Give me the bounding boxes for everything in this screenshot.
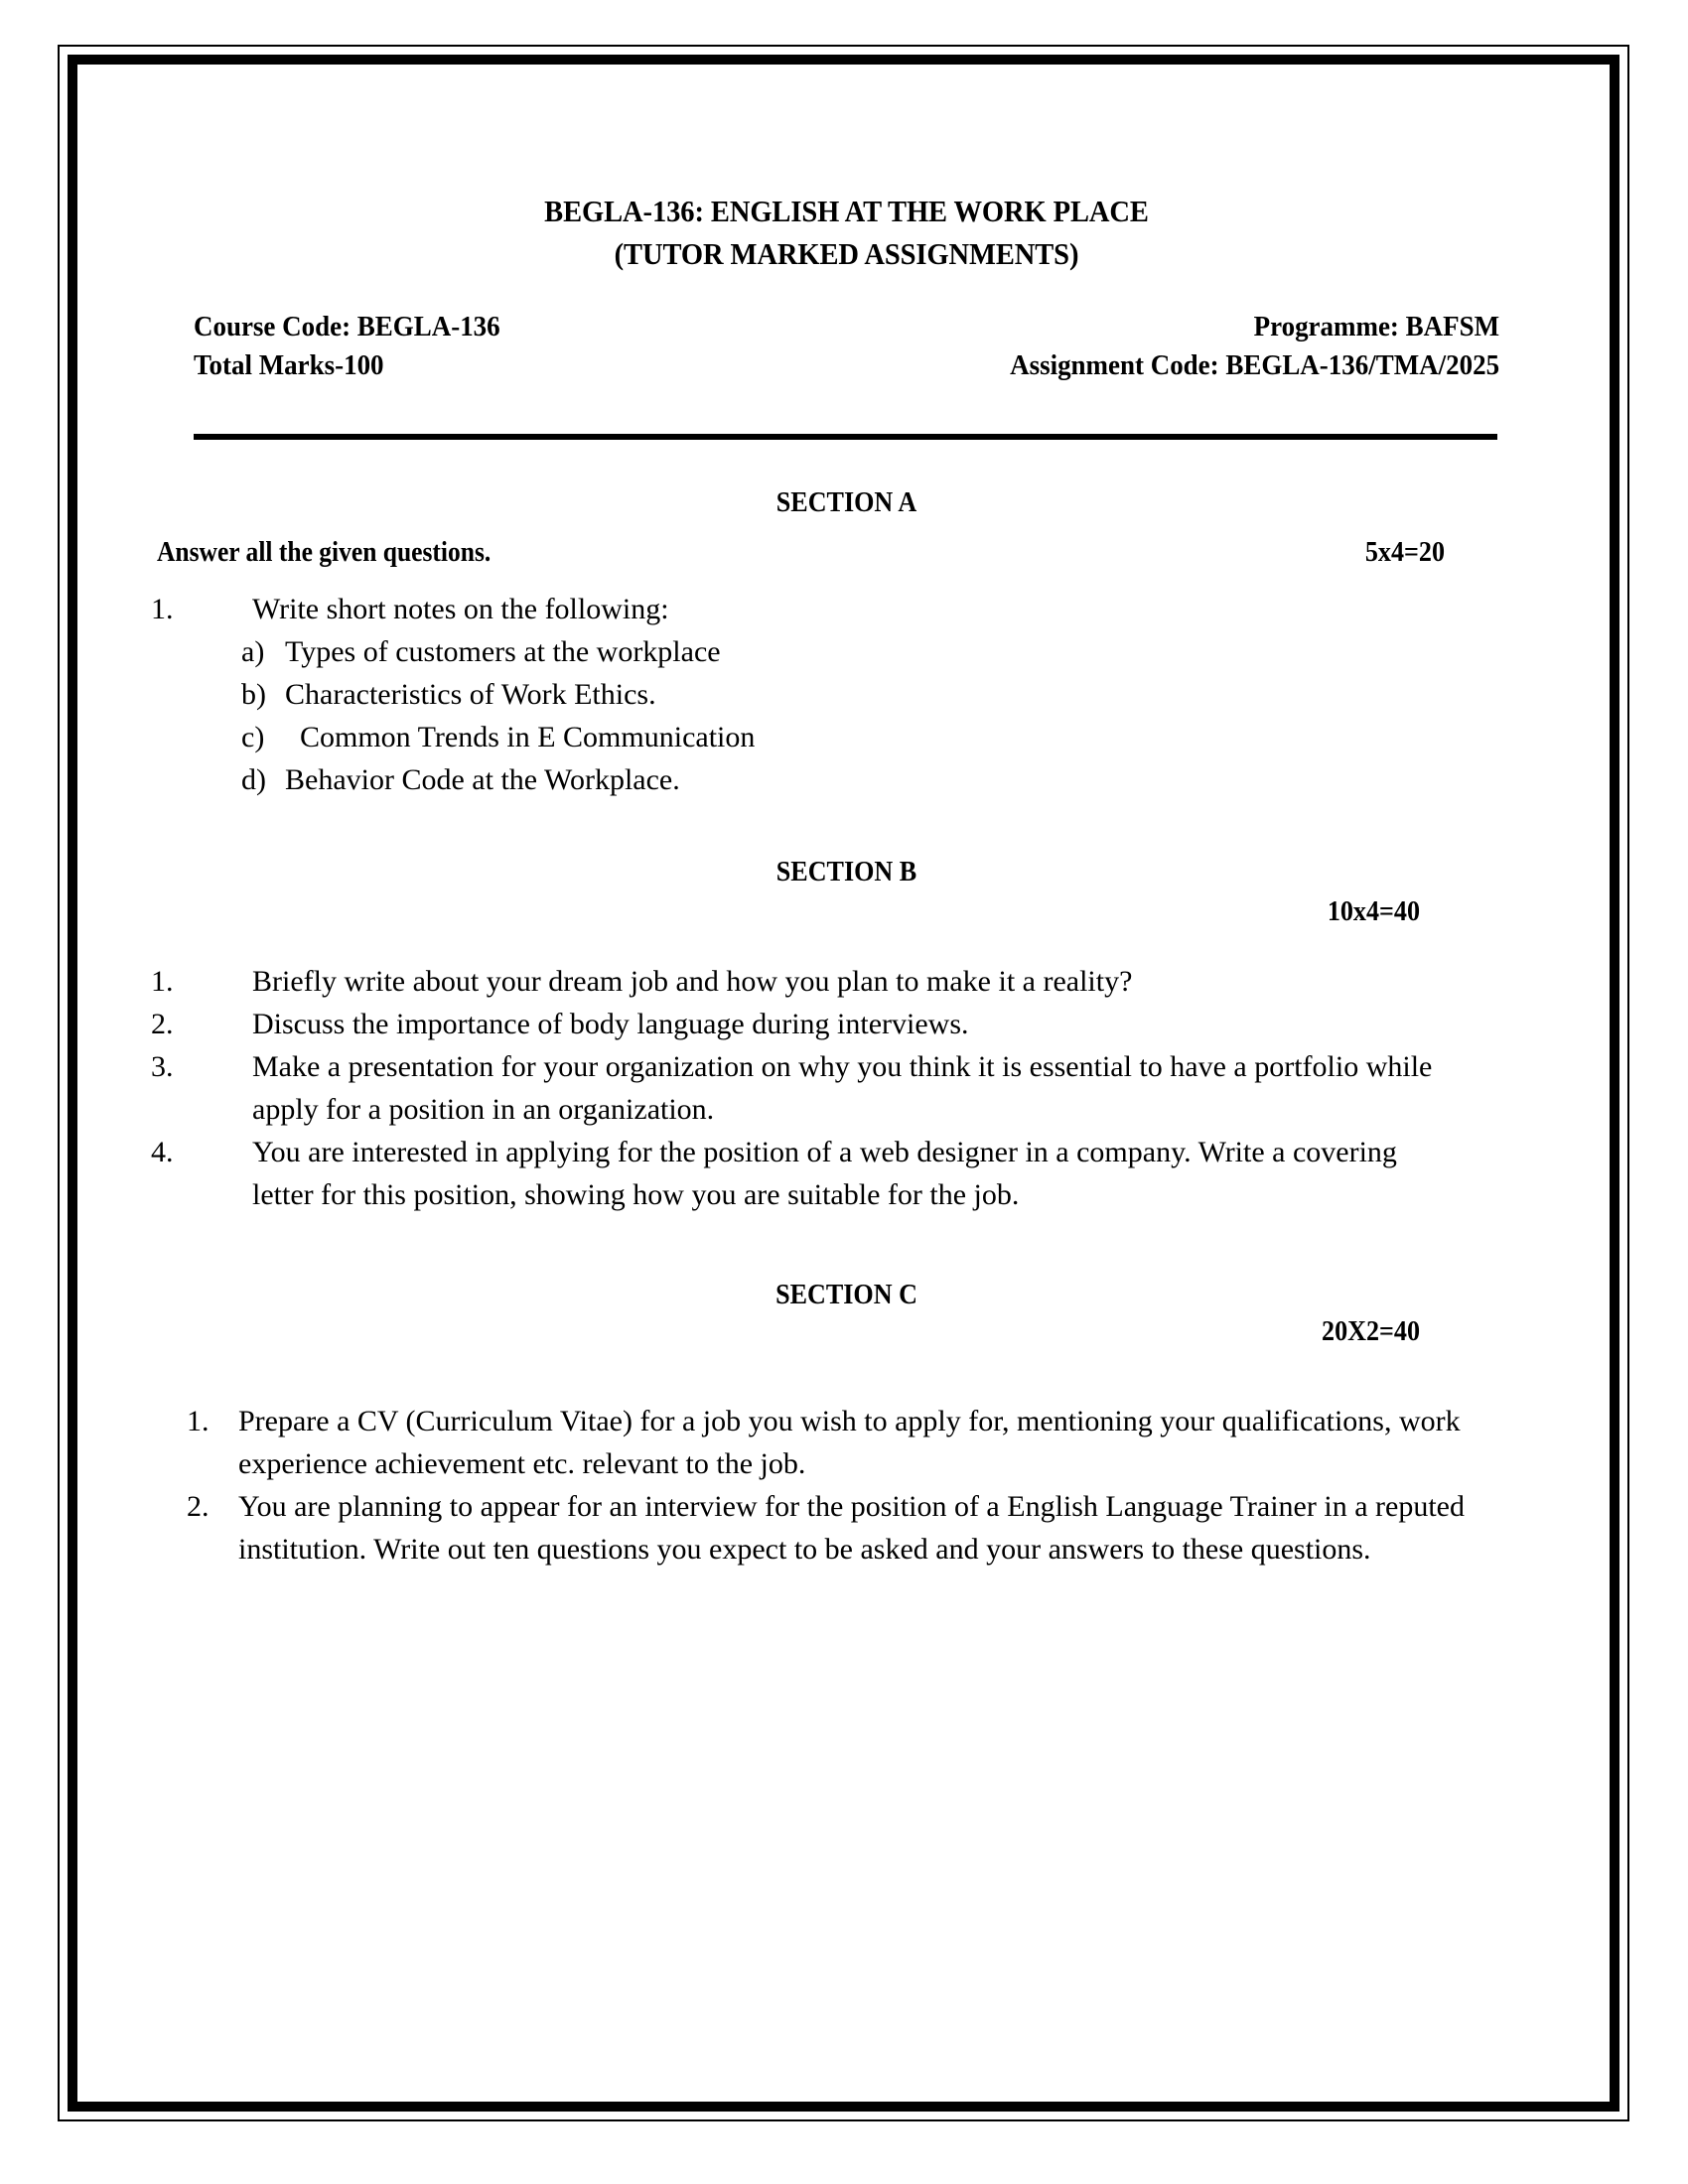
sub-question-label: c) bbox=[241, 721, 265, 753]
question-row bbox=[151, 1045, 1452, 1131]
header-divider-rule bbox=[194, 434, 1497, 440]
question-number: 2. bbox=[187, 1490, 210, 1523]
section-b-marks: 10x4=40 bbox=[1327, 895, 1420, 927]
question-number: 1. bbox=[151, 593, 174, 625]
total-marks-label: Total Marks-100 bbox=[194, 349, 384, 381]
meta-row-marks-assignment bbox=[194, 349, 1499, 382]
section-c-question-list bbox=[187, 1400, 1468, 1570]
sub-question-row bbox=[241, 673, 1433, 716]
section-c-heading: SECTION C bbox=[775, 1279, 917, 1310]
section-a-question-list bbox=[151, 588, 1442, 630]
question-row bbox=[151, 1131, 1452, 1216]
document-title-line-2: (TUTOR MARKED ASSIGNMENTS) bbox=[614, 236, 1079, 271]
question-row bbox=[151, 1003, 1452, 1045]
section-b-heading: SECTION B bbox=[775, 856, 917, 887]
section-b-question-list bbox=[151, 960, 1452, 1216]
programme-label: Programme: BAFSM bbox=[1253, 311, 1499, 342]
course-code-label: Course Code: BEGLA-136 bbox=[194, 311, 500, 342]
sub-question-text: Characteristics of Work Ethics. bbox=[285, 678, 656, 711]
sub-question-label: a) bbox=[241, 635, 265, 668]
question-text: Prepare a CV (Curriculum Vitae) for a job you wish to apply for, mentioning your qualifications, work experience achievement etc. relevant to the job. bbox=[238, 1405, 1461, 1480]
document-title-line-1: BEGLA-136: ENGLISH AT THE WORK PLACE bbox=[544, 194, 1149, 228]
sub-question-row bbox=[241, 630, 1433, 673]
sub-question-label: d) bbox=[241, 763, 266, 796]
question-row bbox=[187, 1400, 1468, 1485]
section-a-sub-question-list bbox=[241, 630, 1433, 801]
section-c-marks: 20X2=40 bbox=[1322, 1315, 1420, 1347]
question-number: 2. bbox=[151, 1008, 174, 1040]
section-a-marks: 5x4=20 bbox=[1364, 536, 1445, 568]
question-text: Write short notes on the following: bbox=[252, 593, 669, 625]
sub-question-row bbox=[241, 716, 1433, 758]
sub-question-row bbox=[241, 758, 1433, 801]
question-text: Discuss the importance of body language during interviews. bbox=[252, 1008, 969, 1040]
question-number: 4. bbox=[151, 1136, 174, 1168]
sub-question-label: b) bbox=[241, 678, 266, 711]
question-text: You are interested in applying for the position of a web designer in a company. Write a covering letter for this position, showing how you are suitable for the job. bbox=[252, 1136, 1397, 1211]
question-number: 1. bbox=[151, 965, 174, 998]
meta-row-course-programme bbox=[194, 311, 1499, 343]
question-text: Make a presentation for your organization on why you think it is essential to have a portfolio while apply for a position in an organization. bbox=[252, 1050, 1433, 1126]
question-row bbox=[151, 588, 1442, 630]
section-a-instruction: Answer all the given questions. bbox=[157, 536, 492, 568]
section-a-heading: SECTION A bbox=[775, 486, 917, 518]
assignment-code-label: Assignment Code: BEGLA-136/TMA/2025 bbox=[1010, 349, 1499, 381]
question-text: You are planning to appear for an interview for the position of a English Language Trainer in a reputed institution. Write out ten questions you expect to be asked and your answers to these questions. bbox=[238, 1490, 1465, 1566]
question-number: 3. bbox=[151, 1050, 174, 1083]
question-row bbox=[151, 960, 1452, 1003]
question-row bbox=[187, 1485, 1468, 1570]
question-number: 1. bbox=[187, 1405, 210, 1437]
sub-question-text: Types of customers at the workplace bbox=[285, 635, 721, 668]
sub-question-text: Common Trends in E Communication bbox=[285, 721, 756, 753]
question-text: Briefly write about your dream job and how you plan to make it a reality? bbox=[252, 965, 1133, 998]
sub-question-text: Behavior Code at the Workplace. bbox=[285, 763, 680, 796]
